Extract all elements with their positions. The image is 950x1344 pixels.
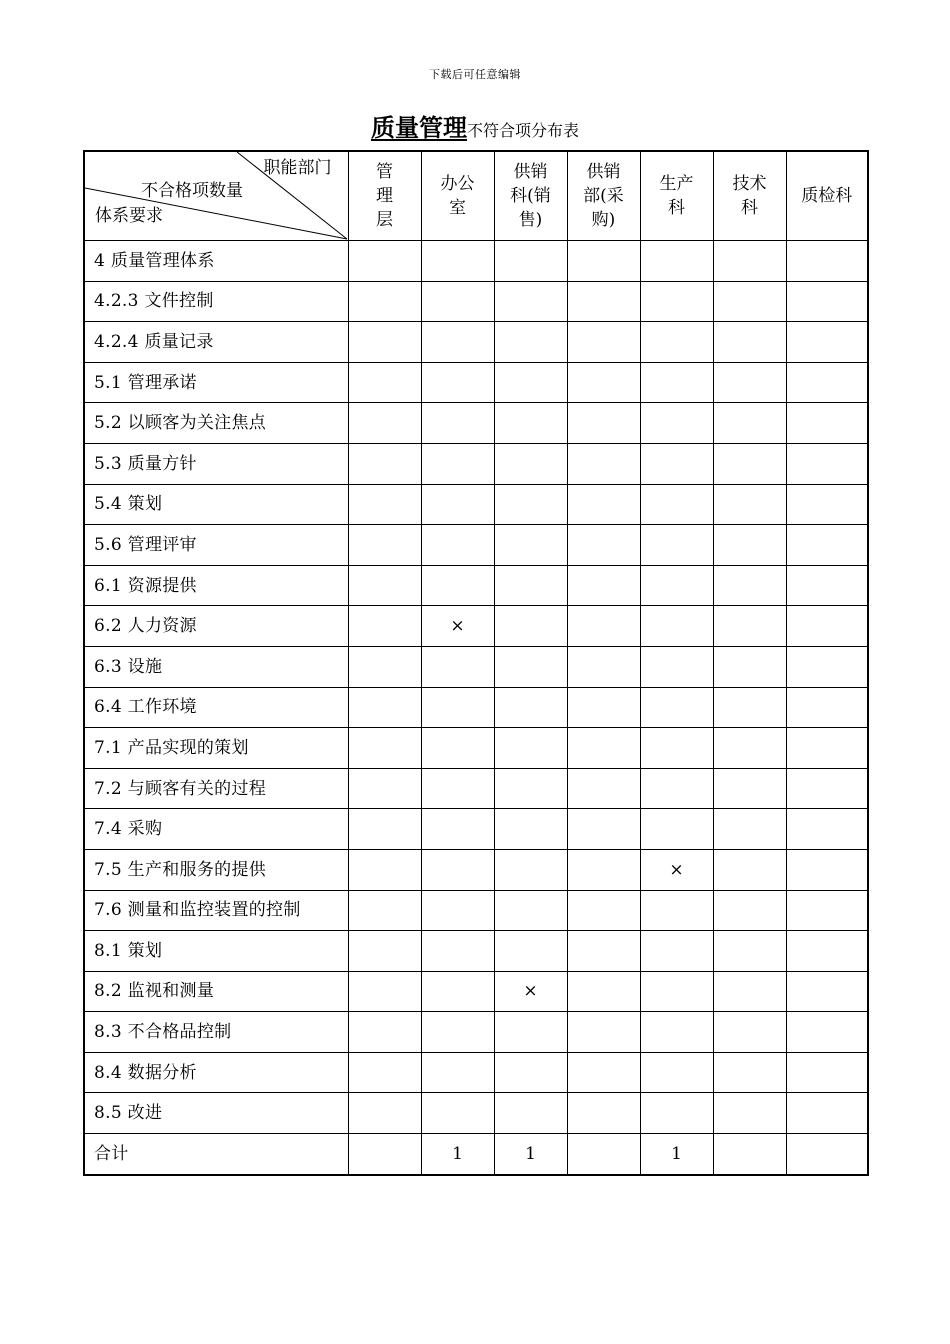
mark-cell bbox=[713, 484, 786, 525]
mark-cell bbox=[786, 768, 868, 809]
nonconformity-distribution-table bbox=[83, 150, 869, 1176]
mark-cell bbox=[494, 484, 567, 525]
mark-cell bbox=[567, 484, 640, 525]
mark-cell bbox=[348, 443, 421, 484]
mark-cell bbox=[786, 362, 868, 403]
mark-cell bbox=[494, 809, 567, 850]
mark-cell bbox=[640, 241, 713, 282]
mark-cell bbox=[567, 606, 640, 647]
page-title bbox=[0, 108, 950, 143]
mark-cell bbox=[348, 890, 421, 931]
mark-cell bbox=[421, 768, 494, 809]
mark-cell bbox=[640, 768, 713, 809]
mark-cell bbox=[421, 565, 494, 606]
mark-cell bbox=[567, 322, 640, 363]
mark-cell bbox=[786, 728, 868, 769]
mark-cell bbox=[421, 687, 494, 728]
requirement-cell: 4.2.4 质量记录 bbox=[84, 322, 348, 363]
mark-cell bbox=[786, 1012, 868, 1053]
mark-cell bbox=[494, 1012, 567, 1053]
table-row bbox=[84, 646, 868, 687]
table-row bbox=[84, 443, 868, 484]
mark-cell bbox=[640, 443, 713, 484]
download-note: 下载后可任意编辑 bbox=[429, 68, 521, 81]
mark-cell bbox=[494, 525, 567, 566]
mark-cell bbox=[567, 809, 640, 850]
mark-cell bbox=[713, 768, 786, 809]
table-row bbox=[84, 403, 868, 444]
table-row bbox=[84, 890, 868, 931]
mark-cell bbox=[567, 849, 640, 890]
mark-cell bbox=[421, 322, 494, 363]
mark-cell bbox=[640, 728, 713, 769]
table-row bbox=[84, 809, 868, 850]
mark-cell bbox=[494, 890, 567, 931]
requirement-cell: 5.1 管理承诺 bbox=[84, 362, 348, 403]
mark-cell bbox=[713, 1052, 786, 1093]
mark-cell bbox=[421, 362, 494, 403]
requirement-cell: 6.4 工作环境 bbox=[84, 687, 348, 728]
mark-cell bbox=[713, 1093, 786, 1134]
table-row bbox=[84, 849, 868, 890]
mark-cell bbox=[640, 971, 713, 1012]
table-row bbox=[84, 281, 868, 322]
header-dept-office: 办公 室 bbox=[421, 151, 494, 241]
mark-cell bbox=[567, 971, 640, 1012]
mark-cell bbox=[494, 1093, 567, 1134]
total-row bbox=[84, 1134, 868, 1175]
requirement-cell: 7.1 产品实现的策划 bbox=[84, 728, 348, 769]
mark-cell bbox=[786, 1134, 868, 1175]
mark-cell bbox=[421, 646, 494, 687]
mark-cell bbox=[567, 525, 640, 566]
mark-cell bbox=[348, 687, 421, 728]
table-row bbox=[84, 931, 868, 972]
mark-cell: × bbox=[421, 606, 494, 647]
table-row bbox=[84, 971, 868, 1012]
mark-cell bbox=[786, 484, 868, 525]
mark-cell bbox=[494, 443, 567, 484]
mark-cell bbox=[713, 809, 786, 850]
mark-cell bbox=[348, 768, 421, 809]
requirement-cell: 6.2 人力资源 bbox=[84, 606, 348, 647]
requirement-cell: 7.4 采购 bbox=[84, 809, 348, 850]
requirement-cell: 8.1 策划 bbox=[84, 931, 348, 972]
table-row bbox=[84, 565, 868, 606]
mark-cell bbox=[494, 322, 567, 363]
mark-cell bbox=[567, 362, 640, 403]
mark-cell bbox=[567, 728, 640, 769]
mark-cell bbox=[494, 646, 567, 687]
mark-cell bbox=[786, 890, 868, 931]
mark-cell bbox=[567, 565, 640, 606]
mark-cell bbox=[786, 443, 868, 484]
mark-cell bbox=[494, 687, 567, 728]
mark-cell bbox=[348, 241, 421, 282]
mark-cell bbox=[640, 565, 713, 606]
mark-cell bbox=[786, 687, 868, 728]
requirement-cell: 5.3 质量方针 bbox=[84, 443, 348, 484]
mark-cell bbox=[348, 484, 421, 525]
mark-cell bbox=[348, 1134, 421, 1175]
requirement-cell: 5.4 策划 bbox=[84, 484, 348, 525]
requirement-cell: 7.2 与顾客有关的过程 bbox=[84, 768, 348, 809]
requirement-cell: 7.5 生产和服务的提供 bbox=[84, 849, 348, 890]
mark-cell bbox=[421, 525, 494, 566]
header-row bbox=[84, 151, 868, 241]
requirement-cell: 8.5 改进 bbox=[84, 1093, 348, 1134]
mark-cell bbox=[421, 1052, 494, 1093]
mark-cell bbox=[567, 1093, 640, 1134]
mark-cell bbox=[713, 890, 786, 931]
mark-cell bbox=[640, 809, 713, 850]
table-row bbox=[84, 768, 868, 809]
requirement-cell: 5.2 以顾客为关注焦点 bbox=[84, 403, 348, 444]
mark-cell bbox=[786, 1052, 868, 1093]
requirement-cell: 8.2 监视和测量 bbox=[84, 971, 348, 1012]
mark-cell bbox=[567, 890, 640, 931]
mark-cell bbox=[348, 606, 421, 647]
mark-cell bbox=[348, 362, 421, 403]
mark-cell bbox=[348, 1012, 421, 1053]
mark-cell bbox=[348, 525, 421, 566]
mark-cell bbox=[421, 484, 494, 525]
mark-cell bbox=[421, 281, 494, 322]
mark-cell bbox=[421, 728, 494, 769]
mark-cell bbox=[640, 1093, 713, 1134]
mark-cell bbox=[640, 525, 713, 566]
mark-cell bbox=[786, 971, 868, 1012]
mark-cell bbox=[567, 1052, 640, 1093]
mark-cell bbox=[786, 849, 868, 890]
title-main: 质量管理 bbox=[370, 114, 467, 142]
mark-cell bbox=[494, 728, 567, 769]
table-row bbox=[84, 1052, 868, 1093]
mark-cell bbox=[640, 1012, 713, 1053]
mark-cell bbox=[640, 484, 713, 525]
header-dept-quality-inspection: 质检科 bbox=[786, 151, 868, 241]
header-dept-production: 生产 科 bbox=[640, 151, 713, 241]
mark-cell bbox=[786, 931, 868, 972]
mark-cell bbox=[713, 1134, 786, 1175]
mark-cell bbox=[786, 565, 868, 606]
table-row bbox=[84, 1093, 868, 1134]
mark-cell bbox=[348, 403, 421, 444]
header-corner-cell bbox=[84, 151, 348, 241]
mark-cell bbox=[348, 809, 421, 850]
table-row bbox=[84, 687, 868, 728]
mark-cell bbox=[494, 931, 567, 972]
mark-cell bbox=[567, 281, 640, 322]
mark-cell bbox=[567, 241, 640, 282]
mark-cell bbox=[786, 809, 868, 850]
mark-cell bbox=[786, 322, 868, 363]
mark-cell bbox=[421, 443, 494, 484]
mark-cell bbox=[640, 281, 713, 322]
mark-cell bbox=[421, 890, 494, 931]
mark-cell bbox=[786, 646, 868, 687]
mark-cell bbox=[640, 606, 713, 647]
mark-cell: 1 bbox=[494, 1134, 567, 1175]
mark-cell bbox=[713, 403, 786, 444]
mark-cell bbox=[421, 1012, 494, 1053]
mark-cell bbox=[421, 971, 494, 1012]
mark-cell bbox=[713, 241, 786, 282]
requirement-cell: 4.2.3 文件控制 bbox=[84, 281, 348, 322]
table-row bbox=[84, 1012, 868, 1053]
mark-cell bbox=[640, 890, 713, 931]
mark-cell bbox=[567, 931, 640, 972]
mark-cell bbox=[713, 931, 786, 972]
requirement-cell: 8.4 数据分析 bbox=[84, 1052, 348, 1093]
mark-cell bbox=[567, 768, 640, 809]
mark-cell bbox=[640, 687, 713, 728]
table-row bbox=[84, 362, 868, 403]
table-row bbox=[84, 728, 868, 769]
requirement-cell: 4 质量管理体系 bbox=[84, 241, 348, 282]
mark-cell bbox=[786, 241, 868, 282]
requirement-cell: 合计 bbox=[84, 1134, 348, 1175]
mark-cell bbox=[494, 849, 567, 890]
mark-cell bbox=[421, 403, 494, 444]
mark-cell bbox=[494, 241, 567, 282]
mark-cell bbox=[640, 403, 713, 444]
mark-cell bbox=[348, 931, 421, 972]
mark-cell bbox=[640, 1052, 713, 1093]
requirement-cell: 6.3 设施 bbox=[84, 646, 348, 687]
header-department-label: 职能部门 bbox=[263, 158, 332, 178]
mark-cell bbox=[786, 403, 868, 444]
table-row bbox=[84, 484, 868, 525]
mark-cell bbox=[494, 768, 567, 809]
mark-cell bbox=[567, 403, 640, 444]
mark-cell: 1 bbox=[640, 1134, 713, 1175]
mark-cell bbox=[348, 728, 421, 769]
mark-cell bbox=[713, 971, 786, 1012]
mark-cell bbox=[494, 606, 567, 647]
mark-cell bbox=[640, 646, 713, 687]
mark-cell bbox=[713, 849, 786, 890]
mark-cell: × bbox=[494, 971, 567, 1012]
table-row bbox=[84, 606, 868, 647]
mark-cell bbox=[348, 281, 421, 322]
mark-cell bbox=[567, 443, 640, 484]
mark-cell bbox=[494, 1052, 567, 1093]
mark-cell bbox=[494, 362, 567, 403]
mark-cell bbox=[421, 241, 494, 282]
mark-cell bbox=[786, 606, 868, 647]
mark-cell bbox=[640, 931, 713, 972]
header-dept-purchasing: 供销 部(采 购) bbox=[567, 151, 640, 241]
mark-cell bbox=[421, 1093, 494, 1134]
requirement-cell: 7.6 测量和监控装置的控制 bbox=[84, 890, 348, 931]
mark-cell bbox=[713, 565, 786, 606]
mark-cell bbox=[786, 281, 868, 322]
mark-cell bbox=[713, 322, 786, 363]
mark-cell bbox=[348, 849, 421, 890]
mark-cell bbox=[567, 687, 640, 728]
mark-cell bbox=[713, 728, 786, 769]
mark-cell bbox=[640, 322, 713, 363]
mark-cell: 1 bbox=[421, 1134, 494, 1175]
mark-cell bbox=[494, 403, 567, 444]
requirement-cell: 8.3 不合格品控制 bbox=[84, 1012, 348, 1053]
mark-cell bbox=[786, 1093, 868, 1134]
header-dept-sales: 供销 科(销 售) bbox=[494, 151, 567, 241]
table-body bbox=[84, 151, 868, 1175]
mark-cell bbox=[494, 281, 567, 322]
mark-cell bbox=[348, 646, 421, 687]
mark-cell bbox=[421, 809, 494, 850]
mark-cell bbox=[713, 362, 786, 403]
header-dept-technical: 技术 科 bbox=[713, 151, 786, 241]
mark-cell: × bbox=[640, 849, 713, 890]
mark-cell bbox=[348, 1052, 421, 1093]
mark-cell bbox=[348, 565, 421, 606]
mark-cell bbox=[713, 281, 786, 322]
mark-cell bbox=[421, 849, 494, 890]
mark-cell bbox=[348, 1093, 421, 1134]
header-count-label: 不合格项数量 bbox=[141, 181, 243, 201]
mark-cell bbox=[713, 687, 786, 728]
title-subtitle: 不符合项分布表 bbox=[466, 121, 579, 140]
mark-cell bbox=[567, 646, 640, 687]
mark-cell bbox=[713, 606, 786, 647]
mark-cell bbox=[567, 1134, 640, 1175]
mark-cell bbox=[713, 1012, 786, 1053]
table-row bbox=[84, 525, 868, 566]
mark-cell bbox=[421, 931, 494, 972]
requirement-cell: 6.1 资源提供 bbox=[84, 565, 348, 606]
mark-cell bbox=[713, 525, 786, 566]
mark-cell bbox=[640, 362, 713, 403]
mark-cell bbox=[348, 322, 421, 363]
mark-cell bbox=[713, 443, 786, 484]
mark-cell bbox=[494, 565, 567, 606]
mark-cell bbox=[348, 971, 421, 1012]
mark-cell bbox=[713, 646, 786, 687]
mark-cell bbox=[567, 1012, 640, 1053]
header-dept-management: 管 理 层 bbox=[348, 151, 421, 241]
table-row bbox=[84, 241, 868, 282]
table-row bbox=[84, 322, 868, 363]
requirement-cell: 5.6 管理评审 bbox=[84, 525, 348, 566]
mark-cell bbox=[786, 525, 868, 566]
header-requirement-label: 体系要求 bbox=[95, 206, 163, 226]
